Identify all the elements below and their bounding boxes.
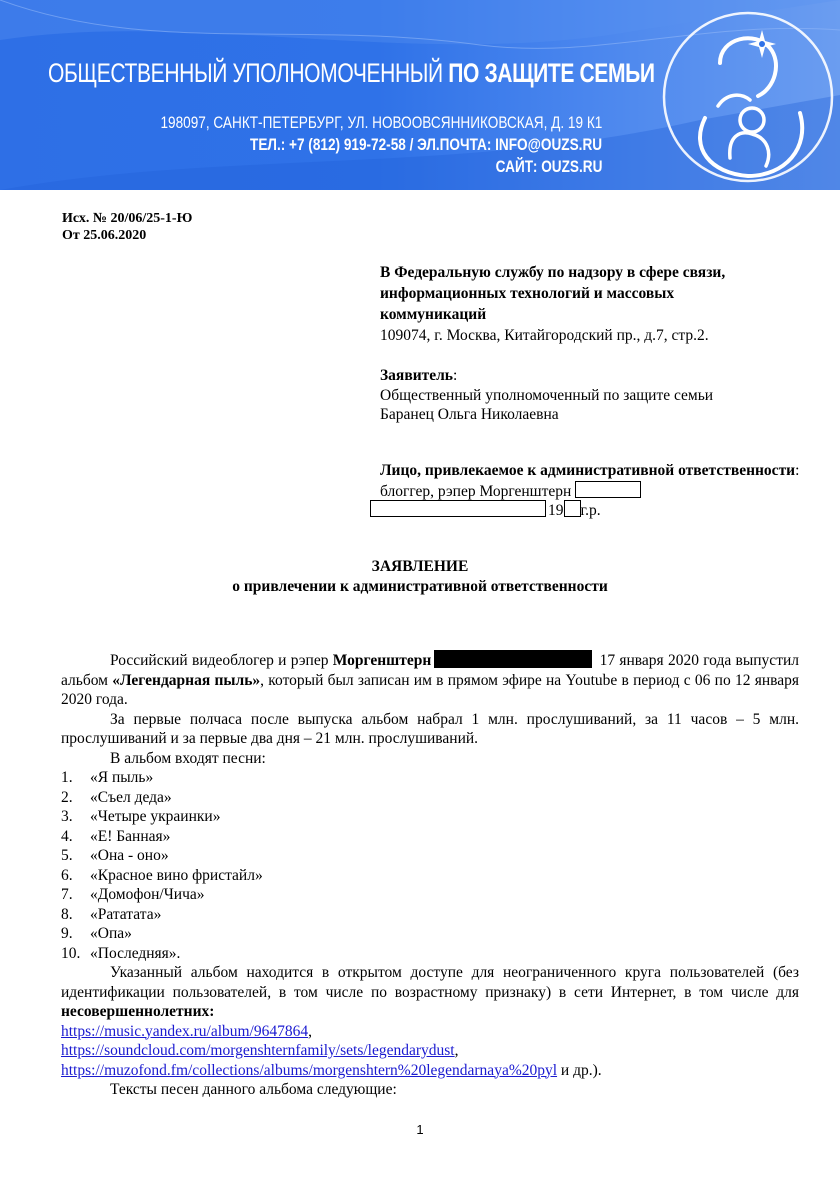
paragraph-intro [61,650,799,710]
list-item [61,866,799,886]
yandex-music-link[interactable]: https://music.yandex.ru/album/9647864 [61,1022,309,1040]
link-separator: , [308,1022,312,1040]
paragraph-text: Указанный альбом находится в открытом доступе для неограниченного круга пользователей (без идентификации пользователей, в том числе по возрастному признаку) в сети Интернет, в том числе для [61,964,799,1001]
list-number: 4. [61,827,73,845]
list-item [61,827,799,847]
paragraph-stats: За первые полчаса после выпуска альбом набрал 1 млн. прослушиваний, за 11 часов – 5 млн. прослушиваний и за первые два дня – 21 млн. прослушиваний. [61,710,799,747]
list-item [61,905,799,925]
link-tail-text: и др.). [557,1061,602,1079]
song-title: «Четыре украинки» [90,808,221,825]
organization-title-bold: ПО ЗАЩИТЕ СЕМЬИ [448,58,655,88]
paragraph-text: , который был записан им в прямом эфире на Youtube в период с 06 по 12 января 2020 года. [61,671,800,708]
list-number: 10. [61,944,81,962]
emphasis-minors: несовершеннолетних: [61,1003,215,1020]
paragraph-text: 17 января 2020 года выпустил альбом [61,652,799,689]
redacted-field [575,481,641,498]
song-title: «Она - оно» [90,847,169,864]
song-title: «Последняя». [90,944,181,962]
reference-number: Исх. № 20/06/25-1-Ю [62,211,193,226]
link-separator: , [454,1042,459,1059]
outgoing-reference [62,210,192,244]
document-subtitle: о привлечении к административной ответственности [232,578,608,595]
redacted-field [370,500,546,517]
page-number: 1 [416,1122,424,1137]
artist-name: Моргенштерн [332,652,432,669]
applicant-block [380,366,780,425]
list-item [61,788,799,808]
respondent-birth-line [370,500,601,521]
organization-title-normal: ОБЩЕСТВЕННЫЙ УПОЛНОМОЧЕННЫЙ [48,58,449,88]
redacted-name-bar [434,650,592,668]
document-title: ЗАЯВЛЕНИЕ [371,558,469,575]
list-number: 1. [61,769,73,786]
respondent-description: : блоггер, рэпер Моргенштерн [380,462,800,500]
respondent-block [380,461,800,501]
respondent-label: Лицо, привлекаемое к административной ответственности [380,462,796,479]
birth-year-suffix: г.р. [580,502,601,519]
list-item [61,944,799,964]
organization-address: 198097, САНКТ-ПЕТЕРБУРГ, УЛ. НОВООВСЯННИКОВСКАЯ, Д. 19 К1 [160,113,602,132]
reference-date: От 25.06.2020 [62,228,147,243]
album-title: «Легендарная пыль» [112,671,261,689]
link-line [61,1041,799,1061]
list-number: 7. [61,886,73,903]
list-number: 8. [61,905,73,923]
list-number: 3. [61,808,73,825]
letterhead-banner [0,0,840,190]
organization-site: САЙТ: OUZS.RU [495,157,602,176]
paragraph-availability [61,963,799,1022]
list-number: 9. [61,925,73,942]
song-title: «Опа» [90,925,132,942]
list-number: 2. [61,788,73,806]
list-item [61,807,799,827]
organization-contacts: ТЕЛ.: +7 (812) 919-72-58 / ЭЛ.ПОЧТА: INFO@OUZS.RU [249,135,602,154]
addressee-block [380,262,780,346]
soundcloud-link[interactable]: https://soundcloud.com/morgenshternfamily/sets/legendarydust [61,1042,455,1059]
document-body [61,650,799,1100]
link-line [61,1022,799,1042]
list-number: 5. [61,847,73,864]
applicant-name: Баранец Ольга Николаевна [380,406,559,423]
song-title: «Рататата» [90,905,162,923]
applicant-label: Заявитель [380,367,454,384]
organization-title [48,58,655,89]
link-line [61,1061,799,1081]
list-item [61,885,799,905]
song-title: «Я пыль» [90,769,154,786]
paragraph-text: Российский видеоблогер и рэпер [110,652,333,669]
muzofond-link[interactable]: https://muzofond.fm/collections/albums/morgenshtern%20legendarnaya%20pyl [61,1061,558,1079]
list-item [61,924,799,944]
song-title: «Домофон/Чича» [90,886,205,903]
paragraph-songs-intro: В альбом входят песни: [110,749,266,767]
applicant-label-colon: : [453,367,458,384]
song-title: «Красное вино фристайл» [90,866,263,884]
family-protection-logo-icon [660,8,836,186]
song-title: «Е! Банная» [90,827,171,845]
list-item [61,846,799,866]
list-number: 6. [61,866,73,884]
addressee-address: 109074, г. Москва, Китайгородский пр., д.7, стр.2. [380,327,709,344]
addressee-organization: В Федеральную службу по надзору в сфере связи, информационных технологий и массовых коммуникаций [380,264,726,323]
song-list [61,768,799,963]
birth-year-prefix: 19 [548,502,564,519]
song-title: «Съел деда» [90,788,172,806]
list-item [61,768,799,788]
redacted-field [564,500,581,517]
applicant-title: Общественный уполномоченный по защите семьи [380,386,714,404]
paragraph-lyrics-intro: Тексты песен данного альбома следующие: [110,1081,397,1098]
